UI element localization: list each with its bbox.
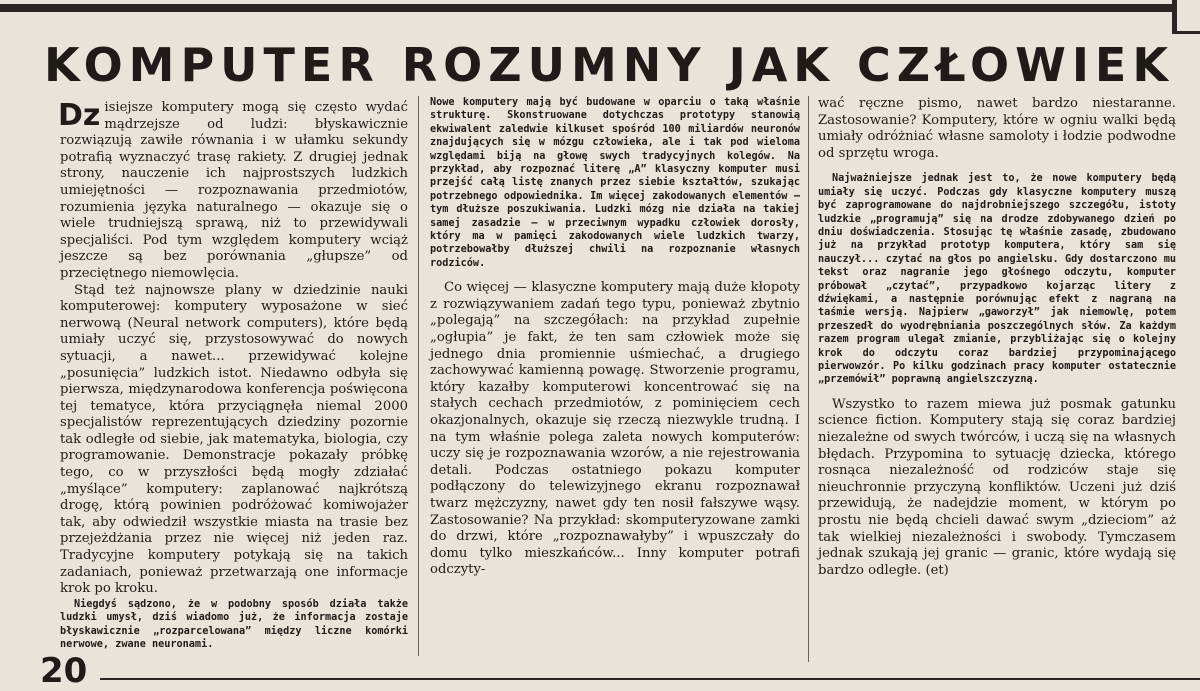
col1-paragraph-2: Stąd też najnowsze plany w dziedzinie nauki komputerowej: komputery wyposażone w sieć nerwową (Neural network computers), które będą umiały uczyć się, przystosowywać do nowych sytuacji, a nawet... przewidywać kolejne „posunięcia” ludzkich istot. Niedawno odbyła się pierwsza, międzynarodowa konferencja poświęcona tej tematyce, która przyciągnęła niemal 2000 specjalistów reprezentujących dziedziny pozornie tak odległe od siebie, jak matematyka, biologia, czy programowanie. Demonstracje pokazały próbkę tego, co w przyszłości będą mogły zdziałać „myślące” komputery: zaplanować najkrótszą drogę, którą powinien podróżować komiwojażer tak, aby odwiedził wszystkie miasta na trasie bez przejeżdżania przez nie więcej niż jeden raz. Tradycyjne komputery potykają się na takich zadaniach, ponieważ przetwarzają one informacje krok po kroku. bbox=[60, 282, 408, 597]
bottom-rule bbox=[100, 678, 1200, 680]
column-divider-1 bbox=[418, 96, 419, 656]
column-1 bbox=[60, 100, 408, 651]
col3-paragraph-2: Wszystko to razem miewa już posmak gatunku science fiction. Komputery stają się coraz bardziej niezależne od swych twórców, i uczą się na własnych błędach. Przypomina to sytuację dziecka, którego rosnąca niezależność od rodziców staje się nieuchronnie przyczyną konfliktów. Uczeni już dziś przewidują, że nadejdzie moment, w którym po prostu nie będą chcieli dawać swym „dzieciom” aż tak wielkiej niezależności i swobody. Tymczasem jednak szukają jej granic — granic, które wydają się bardzo odległe. (et) bbox=[818, 396, 1176, 578]
paragraph-gap bbox=[818, 387, 1176, 397]
corner-frame bbox=[1172, 0, 1200, 34]
col3-small-paragraph: Najważniejsze jednak jest to, że nowe komputery będą umiały się uczyć. Podczas gdy klasyczne komputery muszą być zaprogramowane do najdrobniejszego szczegółu, istoty ludzkie „programują” się na drodze zdobywanego dzień po dniu doświadczenia. Stosując tę właśnie zasadę, zbudowano już na przykład prototyp komputera, który sam się nauczył... czytać na głos po angielsku. Gdy dostarczono mu tekst oraz nagranie jego głośnego odczytu, komputer próbował „czytać”, przypadkowo kojarząc litery z dźwiękami, a następnie porównując efekt z nagraną na taśmie wersją. Najpierw „gaworzył” jak niemowlę, potem przeszedł do wyodrębniania poszczególnych słów. Za każdym razem program ulegał zmianie, przybliżając się o kolejny krok do odczytu coraz bardziej przypominającego pierwowzór. Po kilku godzinach pracy komputer ostatecznie „przemówił” poprawną angielszczyzną. bbox=[818, 173, 1176, 386]
col2-small-paragraph: Nowe komputery mają być budowane w oparciu o taką właśnie strukturę. Skonstruowane dotychczas prototypy stanowią ekwiwalent zaledwie kilkuset spośród 100 miliardów neuronów znajdujących się w mózgu człowieka, ale i tak pod wieloma względami biją na głowę swych tradycyjnych kolegów. Na przykład, aby rozpoznać literę „A” klasyczny komputer musi przejść całą listę znanych przez siebie kształtów, szukając potrzebnego odpowiednika. Im więcej zakodowanych elementów — tym dłuższe poszukiwania. Ludzki mózg nie działa na takiej samej zasadzie — w przeciwnym wypadku człowiek dorosły, który ma w pamięci zakodowanych wiele ludzkich twarzy, potrzebowałby dłuższej chwili na rozpoznanie własnych rodziców. bbox=[430, 97, 800, 269]
paragraph-gap bbox=[430, 270, 800, 280]
column-3 bbox=[818, 96, 1176, 579]
headline: KOMPUTER ROZUMNY JAK CZŁOWIEK bbox=[44, 38, 1175, 92]
col1-paragraph-1: isiejsze komputery mogą się często wydać mądrzejsze od ludzi: błyskawicznie rozwiązują zawiłe równania i w ułamku sekundy potrafią wyznaczyć trasę rakiety. Z drugiej jednak strony, nauczenie ich najprostszych ludzkich umiejętności — rozpoznawania przedmiotów, rozumienia języka naturalnego — okazuje się o wiele trudniejszą sprawą, niż to przewidywali specjaliści. Pod tym względem komputery wciąż jeszcze są bez porównania „głupsze” od przeciętnego niemowlęcia. bbox=[60, 100, 408, 281]
paragraph-gap bbox=[818, 162, 1176, 172]
page-number: 20 bbox=[40, 651, 88, 691]
top-rule bbox=[0, 4, 1172, 12]
col1-small-paragraph: Niegdyś sądzono, że w podobny sposób działa także ludzki umysł, dziś wiadomo już, że informacja zostaje błyskawicznie „rozparcelowana” między liczne komórki nerwowe, zwane neuronami. bbox=[60, 598, 408, 651]
col3-paragraph-1: wać ręczne pismo, nawet bardzo niestaranne. Zastosowanie? Komputery, które w ogniu walki będą umiały odróżniać własne samoloty i łodzie podwodne od sprzętu wroga. bbox=[818, 96, 1176, 161]
drop-cap: Dz bbox=[58, 98, 101, 133]
column-2 bbox=[430, 96, 800, 579]
col2-paragraph-1: Co więcej — klasyczne komputery mają duże kłopoty z rozwiązywaniem zadań tego typu, ponieważ zbytnio „polegają” na szczegółach: na przykład zupełnie „ogłupia” je fakt, że ten sam człowiek może się jednego dnia promiennie uśmiechać, a drugiego zachowywać kamienną powagę. Stworzenie programu, który kazałby komputerowi koncentrować się na stałych cechach przedmiotów, z pominięciem cech okazjonalnych, okazuje się rzeczą niezwykle trudną. I na tym właśnie polega zaleta nowych komputerów: uczy się je rozpoznawania wzorów, a nie rejestrowania detali. Podczas ostatniego pokazu komputer podłączony do telewizyjnego ekranu rozpoznawał twarz mężczyzny, nawet gdy ten nosił fałszywe wąsy. Zastosowanie? Na przykład: skomputeryzowane zamki do drzwi, które „rozpoznawałyby” i wpuszczały do domu tylko mieszkańców... Inny komputer potrafi odczyty- bbox=[430, 280, 800, 578]
column-divider-2 bbox=[808, 96, 809, 662]
